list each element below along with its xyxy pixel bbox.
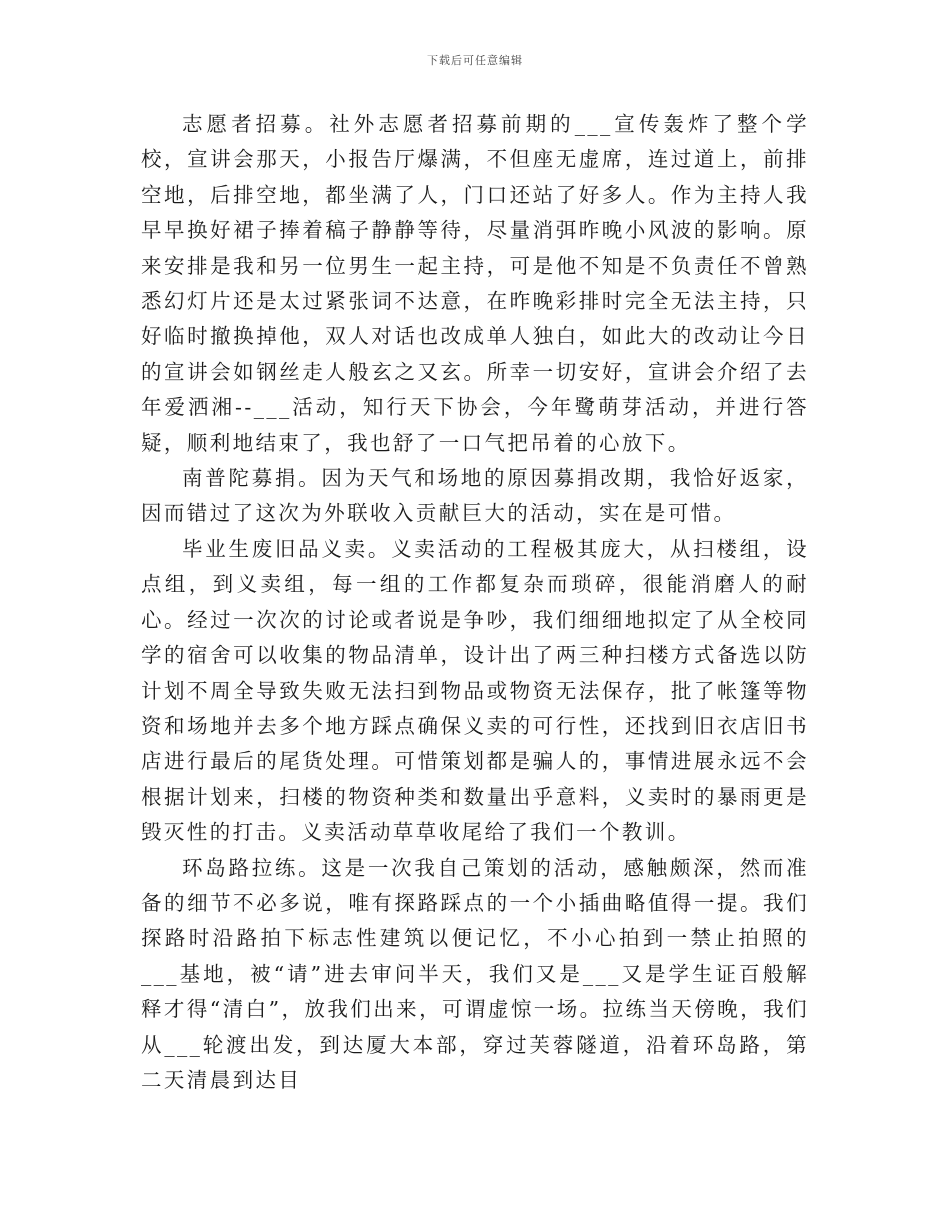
paragraph-volunteer-recruitment: 志愿者招募。社外志愿者招募前期的___宣传轰炸了整个学校，宣讲会那天，小报告厅爆满，不但座无虚席，连过道上，前排空地，后排空地，都坐满了人，门口还站了好多人。作为主持人我早早换好裙子捧着稿子静静等待，尽量消弭昨晚小风波的影响。原来安排是我和另一位男生一起主持，可是他不知是不负责任不曾熟悉幻灯片还是太过紧张词不达意，在昨晚彩排时完全无法主持，只好临时撤换掉他，双人对话也改成单人独白，如此大的改动让今日的宣讲会如钢丝走人般玄之又玄。所幸一切安好，宣讲会介绍了去年爱洒湘--___活动，知行天下协会，今年鹭萌芽活动，并进行答疑，顺利地结束了，我也舒了一口气把吊着的心放下。 (141, 112, 809, 455)
document-body (141, 107, 809, 1098)
paragraph-island-road-hike: 环岛路拉练。这是一次我自己策划的活动，感触颇深，然而准备的细节不必多说，唯有探路踩点的一个小插曲略值得一提。我们探路时沿路拍下标志性建筑以便记忆，不小心拍到一禁止拍照的___基地，被“请”进去审问半天，我们又是___又是学生证百般解释才得“清白”，放我们出来，可谓虚惊一场。拉练当天傍晚，我们从___轮渡出发，到达厦大本部，穿过芙蓉隧道，沿着环岛路，第二天清晨到达目 (141, 855, 809, 1092)
page-header: 下载后可任意编辑 (427, 54, 523, 67)
paragraph-nanputuo-fundraising: 南普陀募捐。因为天气和场地的原因募捐改期，我恰好返家，因而错过了这次为外联收入贡献巨大的活动，实在是可惜。 (141, 466, 809, 526)
paragraph-graduate-charity-sale: 毕业生废旧品义卖。义卖活动的工程极其庞大，从扫楼组，设点组，到义卖组，每一组的工作都复杂而琐碎，很能消磨人的耐心。经过一次次的讨论或者说是争吵，我们细细地拟定了从全校同学的宿舍可以收集的物品清单，设计出了两三种扫楼方式备选以防计划不周全导致失败无法扫到物品或物资无法保存，批了帐篷等物资和场地并去多个地方踩点确保义卖的可行性，还找到旧衣店旧书店进行最后的尾货处理。可惜策划都是骗人的，事情进展永远不会根据计划来，扫楼的物资种类和数量出乎意料，义卖时的暴雨更是毁灭性的打击。义卖活动草草收尾给了我们一个教训。 (141, 536, 809, 845)
